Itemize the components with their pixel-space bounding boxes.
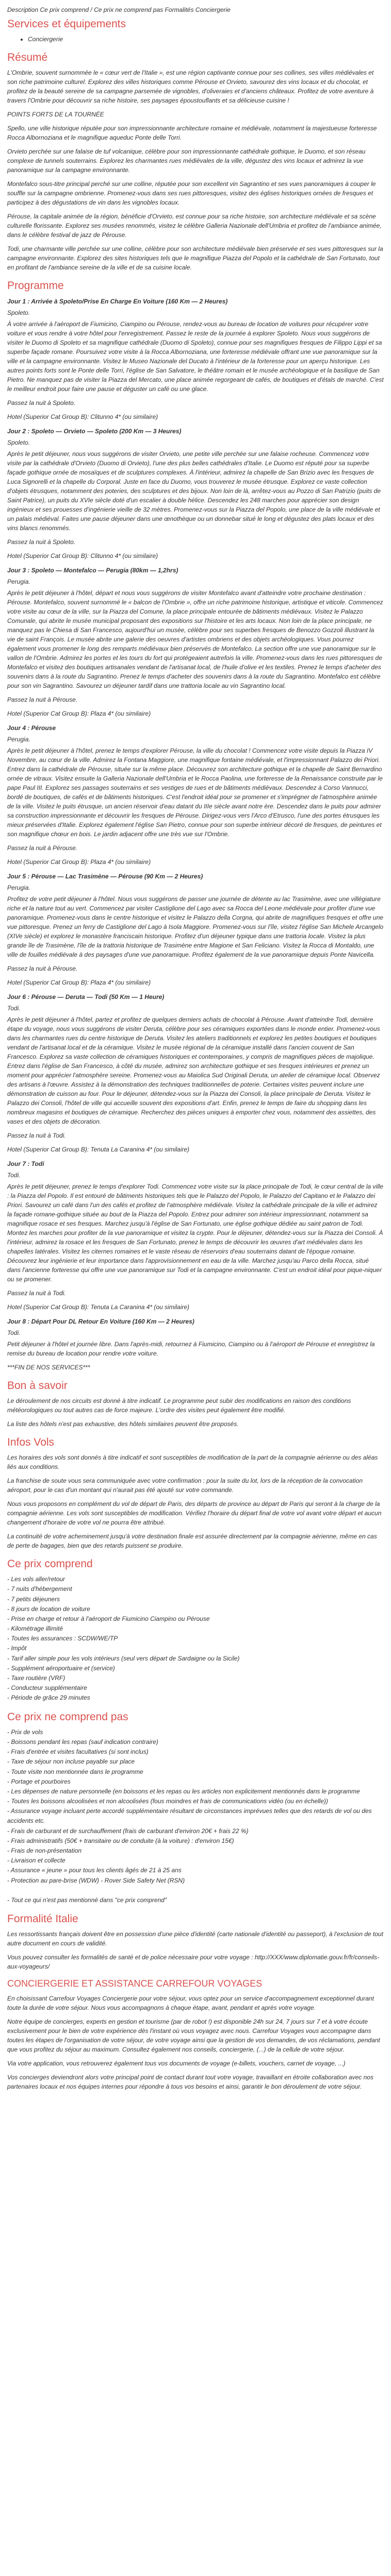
programme-heading: Programme — [7, 280, 64, 292]
bon-a-savoir-paragraph: La liste des hôtels n'est pas exhaustive, des hôtels similaires peuvent être proposés. — [7, 1420, 239, 1428]
day-title: Jour 3 : Spoleto — Montefalco — Perugia (80km — 1,2hrs) — [7, 566, 178, 574]
day-hotel: Hotel (Superior Cat Group B): Clitunno 4* (ou similaire) — [7, 552, 158, 560]
day-paragraph: Passez la nuit à Spoleto. — [7, 538, 76, 546]
ce-prix-comprend-list — [7, 1574, 384, 1703]
list-item: - Assurance voyage incluant perte accordé supplémentaire résultant de circonstances imprévues telles que des retards de vol ou des accidents etc. — [7, 1807, 372, 1825]
list-item: - Taxe de séjour non incluse payable sur place — [7, 1758, 135, 1766]
list-item: - Livraison et collecte — [7, 1857, 66, 1865]
day-location: Perugia. — [7, 735, 30, 743]
resume-paragraph: POINTS FORTS DE LA TOURNÉE — [7, 111, 104, 118]
list-item: - Boissons pendant les repas (sauf indication contraire) — [7, 1738, 158, 1745]
day-title: Jour 1 : Arrivée à Spoleto/Prise En Charge En Voiture (160 Km — 2 Heures) — [7, 297, 228, 305]
list-item: - 7 petits déjeuners — [7, 1595, 60, 1603]
day-paragraph: Après le petit déjeuner, nous vous suggérons de visiter Orvieto, une petite ville perchée sur une falaise rocheuse. Commencez votre visite par la cathédrale d'Orvieto (Duomo di Orvieto), l'une des plus belles cathédrales d'Italie. Le Duomo est réputé pour sa superbe façade gothique ornée de mosaïques et de sculptures complexes. À l'intérieur, admirez la chapelle de San Brizio avec les fresques de Luca Signorelli et la chapelle du Corporal. Juste en face du Duomo, vous trouverez le musée étrusque. Explorez ce vaste collection d'objets étrusques, notamment des poteries, des sculptures et des bijoux. Non loin de là, arrêtez-vous au Pozzo di San Patrizio (puits de Saint Patrice), un puits du XVIe siècle doté d'un escalier à double hélice. Descendez les 248 marches pour apprécier son design ingénieux et ses prouesses d'ingénierie vieille de 32 mètres. Promenez-vous sur la Piazza del Popolo, une place de la ville médiévale et un palais médiéval. Faites une pause déjeuner dans une œnothèque ou un donnebar situé le long et dégustez des plats locaux et des vins blancs renommés. — [7, 450, 381, 532]
list-item: - Frais de carburant et de surchauffement (frais de carburant d'environ 20€ + frais 22 %) — [7, 1827, 249, 1835]
day-title: Jour 2 : Spoleto — Orvieto — Spoleto (200 Km — 3 Heures) — [7, 427, 182, 435]
list-item: - Frais d'entrée et visites facultatives (si sont inclus) — [7, 1748, 149, 1756]
programme-day — [7, 566, 384, 718]
day-title: Jour 5 : Pérouse — Lac Trasimène — Pérouse (90 Km — 2 Heures) — [7, 872, 203, 880]
list-item: - Frais administratifs (50€ + transitaire ou de conduite (à la voiture) : d'environ 15€) — [7, 1837, 234, 1844]
day-title: Jour 6 : Pérouse — Deruta — Todi (50 Km — 1 Heure) — [7, 993, 165, 1001]
day-paragraph: Passez la nuit à Pérouse. — [7, 844, 78, 852]
day-paragraph: Après le petit déjeuner, prenez le temps d'explorer Todi. Commencez votre visite sur la place principale de Todi, le cœur central de la ville : la Piazza del Popolo. Il est entouré de bâtiments historiques tels que le Palazzo del Popolo, le Palazzo del Capitano et le Palazzo dei Priori. Savourez un café dans l'un des cafés et profitez de l'atmosphère médiévale. Visitez la cathédrale principale de la ville et admirez la façade romane-gothique située au bout de la Piazza del Popolo. Entrez pour admirer son intérieur impressionnant, notamment sa magnifique rosace et ses fresques. Marchez jusqu'à l'église de San Fortunato, une église gothique dédiée au saint patron de Todi. Montez les marches pour profiter de la vue panoramique et visitez la crypte. Pour le déjeuner, détendez-vous sur la Piazza dei Consoli. À l'intérieur, admirez la rosace et les fresques de San Fortunato, prenez le temps de découvrir les œuvres d'art médiévales dans les chapelles latérales. Visitez les citernes romaines et le vaste réseau de réservoirs d'eau souterrains datant de l'époque romaine. Découvrez leur ingénierie et leur importance dans l'approvisionnement en eau de la ville. Marchez jusqu'au Parco della Rocca, situé dans l'ancienne forteresse qui offre une vue panoramique sur Todi et la campagne environnante. C'est un endroit idéal pour pique-niquer ou se promener. — [7, 1182, 384, 1283]
conciergerie-paragraph: Via votre application, vous retrouverez également tous vos documents de voyage (e-billets, vouchers, carnet de voyage, ...) — [7, 2059, 346, 2067]
infos-vols-paragraph: La franchise de soute vous sera communiquée avec votre confirmation : pour la suite du lot, lors de la réception de la convocation aéroport, pour le cas d'un montant qui n'aurait pas été ajouté sur votre commande. — [7, 1477, 363, 1494]
ce-prix-ne-comprend-pas-heading: Ce prix ne comprend pas — [7, 1710, 128, 1723]
resume-paragraph: Orvieto perchée sur une falaise de tuf volcanique, célèbre pour son impressionnante cathédrale gothique, le Duomo, et son réseau complexe de tunnels souterrains. Explorez les charmantes rues médiévales de la ville, dégustez des vins locaux et admirez la vue panoramique sur la campagne environnante. — [7, 148, 366, 174]
resume-section — [7, 68, 384, 272]
day-title: Jour 7 : Todi — [7, 1160, 44, 1167]
day-paragraph: Passez la nuit à Pérouse. — [7, 964, 78, 972]
list-item: - Toute visite non mentionnée dans le programme — [7, 1768, 143, 1775]
formalite-paragraph: Les ressortissants français doivent être en possession d'une pièce d'identité (carte nationale d'identité ou passeport), à l'exclusion de tout autre document en cours de validité. — [7, 1930, 383, 1947]
list-item: - Supplément aéroportuaire et (service) — [7, 1664, 115, 1672]
resume-paragraph: Spello, une ville historique réputée pour son impressionnante architecture romaine et médiévale, notamment la majestueuse forteresse Rocca Albornoziana et le magnifique aqueduc Ponte delle Torri. — [7, 125, 377, 142]
day-paragraph: Passez la nuit à Pérouse. — [7, 696, 78, 703]
list-item: - Toutes les assurances : SCDW/WE/TP — [7, 1635, 118, 1642]
infos-vols-paragraph: La continuité de votre acheminement jusqu'à votre destination finale est assurée directement par la compagnie aérienne, même en cas de perte de bagages, bien que des retards puissent se produire. — [7, 1532, 377, 1549]
formalite-heading: Formalité Italie — [7, 1913, 78, 1925]
formalite-paragraph: Vous pouvez consulter les formalités de santé et de police nécessaire pour votre voyage : http://XXX/www.diplomatie.gouv.fr/fr/conseils-aux-voyageurs/ — [7, 1954, 380, 1971]
day-hotel: Hotel (Superior Cat Group B): Plaza 4* (ou similaire) — [7, 978, 151, 986]
day-paragraph: Passez la nuit à Todi. — [7, 1131, 66, 1139]
programme-day — [7, 872, 384, 987]
day-hotel: Hotel (Superior Cat Group B): Tenuta La Caranina 4* (ou similaire) — [7, 1145, 190, 1153]
day-paragraph: À votre arrivée à l'aéroport de Fiumicino, Ciampino ou Pérouse, rendez-vous au bureau de location de voitures pour récupérer votre voiture et vous rendre à votre hôtel pour l'enregistrement. Passez le reste de la journée à explorer Spoleto. Nous vous suggérons de visiter le Duomo di Spoleto et sa magnifique cathédrale (Duomo di Spoleto), connue pour ses magnifiques fresques de Filippo Lippi et sa superbe façade romane. Poursuivez votre visite à la Rocca Albornoziana, une forteresse médiévale offrant une vue panoramique sur la ville et la campagne environnante. Visitez le Museo Nazionale del Ducato à l'intérieur de la forteresse pour un aperçu historique. Les autres points forts sont le Ponte delle Torri, l'église de San Salvatore, le théâtre romain et le musée archéologique et la basilique de San Pietro. Ne manquez pas de visiter la Piazza del Mercato, une place animée regorgeant de cafés, de boutiques et d'étals de marché. C'est le meilleur endroit pour faire une pause et déguster un café ou une glace. — [7, 320, 384, 393]
list-item: - Kilométrage illimité — [7, 1625, 63, 1633]
day-location: Spoleto. — [7, 438, 30, 446]
list-item: - 8 jours de location de voiture — [7, 1605, 90, 1613]
day-paragraph: Passez la nuit à Spoleto. — [7, 399, 76, 406]
bon-a-savoir-paragraph: Le déroulement de nos circuits est donné à titre indicatif. Le programme peut subir des modifications en raison des conditions météorologiques ou tout autres cas de force majeure. L'ordre des visites peut également être modifié. — [7, 1397, 351, 1414]
list-item: - Portage et pourboires — [7, 1777, 71, 1785]
conciergerie-paragraph: Notre équipe de concierges, experts en gestion et tourisme (par de robot !) est disponible 24h sur 24, 7 jours sur 7 et à votre écoute exclusivement pour le bien de votre expérience dès l'instant où vous voyagez avec nous. Carrefour Voyages vous accompagne dans toutes les étapes de l'organisation de votre séjour, de votre voyage ainsi que la gestion de vos demandes, de vos réclamations, pendant que vous profitez du séjour au maximum. Consultez également nos conseils, conciergerie, (...) de la cellule de votre séjour. — [7, 2018, 380, 2053]
day-hotel: Hotel (Superior Cat Group B): Clitunno 4* (ou similaire) — [7, 413, 158, 420]
list-item: - Taxe routière (VRF) — [7, 1674, 66, 1682]
bon-a-savoir-heading: Bon à savoir — [7, 1379, 68, 1392]
day-location: Todi. — [7, 1004, 21, 1012]
day-paragraph: Profitez de votre petit déjeuner à l'hôtel. Nous vous suggérons de passer une journée de détente au lac Trasimène, avec une villégiature riche et la nature tout au vert. Commencez par visiter Castiglione del Lago avec sa Rocca del Leone médiévale pour profiter d'une vue panoramique. Promenez-vous dans le centre historique et visitez le Palazzo della Corgna, qui abrite de magnifiques fresques et offre une vue pittoresque. Prenez un ferry de Castiglione del Lago à Isola Maggiore. Promenez-vous sur l'île, visitez l'église San Michele Arcangelo (XIVe siècle) et explorez le monastère franciscain historique. Profitez d'un déjeuner typique dans une trattoria locale. Visitez la plus grande île de Trasimène, l'île de la trattoria historique de Trasimène entre Magione et San Feliciano. Visitez la Rocca di Montaldo, une ville de fouilles médiévale à des paysages d'une vue panoramique. Profitez également de la vue panoramique depuis Ponte Navicella. — [7, 895, 384, 958]
infos-vols-paragraph: Nous vous proposons en complément du vol de départ de Paris, des départs de province au départ de Paris qui seront à la charge de la compagnie aérienne. Les vols sont susceptibles de modification. Vérifiez l'horaire du départ final de votre vol avant votre départ et aucun changement d'horaire de votre vol ne pourra être attribué. — [7, 1500, 382, 1526]
list-item: - Assurance « jeune » pour tous les clients âgés de 21 à 25 ans — [7, 1867, 182, 1874]
day-hotel: Hotel (Superior Cat Group B): Plaza 4* (ou similaire) — [7, 858, 151, 866]
day-paragraph: Petit déjeuner à l'hôtel et journée libre. Dans l'après-midi, retournez à Fiumicino, Ciampino ou à l'aéroport de Pérouse et enregistrez la remise du bureau de location pour rendre votre voiture. — [7, 1340, 375, 1357]
infos-vols-heading: Infos Vols — [7, 1436, 55, 1448]
list-item: - Les dépenses de nature personnelle (en boissons et les repas ou les articles non explicitement mentionnés dans le programme — [7, 1787, 360, 1795]
day-location: Spoleto. — [7, 309, 30, 316]
list-item: - Les vols aller/retour — [7, 1575, 66, 1583]
day-hotel: Hotel (Superior Cat Group B): Plaza 4* (ou similaire) — [7, 709, 151, 717]
day-location: Todi. — [7, 1329, 21, 1336]
programme-day — [7, 992, 384, 1154]
programme-day — [7, 1317, 384, 1372]
day-location: Todi. — [7, 1171, 21, 1179]
services-heading: Services et équipements — [7, 18, 126, 30]
day-paragraph: Après le petit déjeuner à l'hôtel, partez et profitez de quelques derniers achats de chocolat à Pérouse. Avant d'atteindre Todi, dernière étape du voyage, nous vous suggérons de visiter Deruta, célèbre pour ses céramiques exportées dans le monde entier. Promenez-vous dans les charmantes rues du centre historique de Deruta. Visitez les ateliers traditionnels et explorez les petites boutiques et boutiques vendant de l'artisanat local et de la céramique. Visitez le musée régional de la céramique installé dans l'ancien couvent de San Francesco. Explorez sa vaste collection de céramiques historiques et contemporaines, y compris de magnifiques pièces de majolique. Entrez dans l'église de San Francesco, à côté du musée, admirez son architecture gothique et ses fresques intérieures et prenez un moment pour apprécier l'atmosphère sereine. Promenez-vous au Maiolica Sud Originali Deruta, un atelier de céramique local. Observez des artisans à l'œuvre. Assistez à la démonstration des techniques traditionnelles de poterie. Certaines visites peuvent inclure une démonstration de cuisson au four. Pour le déjeuner, détendez-vous sur la Piazza dei Consoli, la place principale de Deruta. Visitez le Palazzo dei Consoli, l'hôtel de ville qui accueille souvent des expositions d'art. Enfin, prenez le temps de faire du shopping dans les nombreux magasins et boutiques de céramique. Recherchez des pièces uniques à emporter chez vous, notamment des assiettes, des vases et des objets de décoration. — [7, 1015, 380, 1125]
day-location: Perugia. — [7, 884, 30, 891]
conciergerie-heading: CONCIERGERIE ET ASSISTANCE CARREFOUR VOYAGES — [7, 1978, 263, 1989]
conciergerie-paragraph: Vos concierges deviendront alors votre principal point de contact durant tout votre voyage, travaillant en étroite collaboration avec nos partenaires locaux et nos équipes internes pour répondre à tous vos besoins et ainsi, garantir le bon déroulement de votre séjour. — [7, 2073, 373, 2090]
programme-day — [7, 297, 384, 421]
day-paragraph: Passez la nuit à Todi. — [7, 1289, 66, 1297]
list-item — [7, 1886, 384, 1895]
infos-vols-paragraph: Les horaires des vols sont donnés à titre indicatif et sont susceptibles de modification de la part de la compagnie aérienne ou des aléas liés aux conditions. — [7, 1453, 378, 1470]
day-hotel: Hotel (Superior Cat Group B): Tenuta La Caranina 4* (ou similaire) — [7, 1303, 190, 1311]
list-item: - Impôt — [7, 1645, 27, 1652]
day-paragraph: Après le petit déjeuner à l'hôtel, départ et nous vous suggérons de visiter Montefalco avant d'atteindre votre prochaine destination : Pérouse. Montefalco, souvent surnommé le « balcon de l'Ombrie », offre un riche patrimoine historique, artistique et viticole. Commencez votre visite au cœur de la ville, sur la Piazza del Comune, la place principale entourée de bâtiments médiévaux. Visitez le Palazzo Comunale, qui abrite le musée municipal proposant des expositions sur l'histoire et les arts locaux. Non loin de la place principale, ne manquez pas le Chiesa di San Francesco, aujourd'hui un musée, célèbre pour ses superbes fresques de Benozzo Gozzoli illustrant la vie de saint François. Le musée abrite une galerie des oeuvres d'artistes ombriens et des objets archéologiques. Vous pourrez également vous promener le long des remparts médiévaux bien préservés de Montefalco. La section offre une vue panoramique sur le vallon de l'Ombrie. Admirez les portes et les tours du fort qui protégeaient autrefois la ville. Promenez-vous dans les rues pittoresques de Montefalco et visitez des boutiques artisanales vendant de l'artisanat local, de l'huile d'olive et les textiles. Prenez le temps d'acheter des souvenirs dans à la route du Sagrantino. Prenez le temps d'acheter des souvenirs dans à la route du Sagrantino. Montefalco est célèbre pour son vin Sagrantino. Savourez un déjeuner tardif dans une trattoria locale au vin Sagrantino local. — [7, 589, 383, 689]
page-title: Description Ce prix comprend / Ce prix ne comprend pas Formalités Conciergerie — [7, 6, 231, 13]
ce-prix-comprend-heading: Ce prix comprend — [7, 1557, 93, 1570]
day-paragraph: Après le petit déjeuner à l'hôtel, prenez le temps d'explorer Pérouse, la ville du chocolat ! Commencez votre visite depuis la Piazza IV Novembre, au cœur de la ville. Admirez la Fontana Maggiore, une magnifique fontaine médiévale, et l'impressionnant Palazzo dei Priori. Entrez dans la cathédrale de Pérouse, située sur la même place. Découvrez son architecture gothique et la chapelle de Saint Bernardino ornée de vitraux. Visitez ensuite la Galleria Nazionale dell'Umbria et le Rocca Paolina, une forteresse de la Renaissance construite par le pape Paul III. Explorez ses passages souterrains et ses vestiges de rues et de bâtiments médiévaux. Descendez à Corso Vannucci, bordé de boutiques, de cafés et de bâtiments historiques. C'est l'endroit idéal pour se promener et s'imprégner de l'atmosphère animée de la ville. Visitez le puits étrusque, un ancien réservoir d'eau datant du IIIe siècle avant notre ère. Descendez dans le puits pour admirer sa construction impressionnante et découvrir les fresques de Pérouse. Dirigez-vous vers l'Arco d'Etrusco, l'une des portes étrusques les mieux préservées d'Italie. Explorez également l'église San Pietro, connue pour son superbe intérieur décoré de fresques, de peintures et son magnifique chœur en bois. Le jardin adjacent offre une très vue sur l'Ombrie. — [7, 747, 383, 838]
list-item: - 7 nuits d'hébergement — [7, 1585, 72, 1593]
day-location: Perugia. — [7, 578, 30, 585]
conciergerie-paragraph: En choisissant Carrefour Voyages Conciergerie pour votre séjour, vous optez pour un service d'accompagnement exceptionnel durant toute la durée de votre séjour. Nous vous accompagnons à chaque étape, avant, pendant et après votre voyage. — [7, 1994, 374, 2011]
list-item: - Protection au pare-brise (WDW) - Rover Side Safety Net (RSN) — [7, 1876, 185, 1884]
resume-paragraph: L'Ombrie, souvent surnommée le « cœur vert de l'Italie », est une région captivante connue pour ses collines, ses villes médiévales et son riche patrimoine culturel. Explorez des villes historiques comme Pérouse et Orvieto, savourez des vins locaux et du chocolat, et profitez de la beauté sereine de sa campagne parsemée de vignobles, d'oliveraies et d'anciens châteaux. Profitez de votre aventure à travers l'Ombrie pour découvrir sa riche histoire, ses paysages époustouflants et sa délicieuse cuisine ! — [7, 69, 374, 105]
resume-paragraph: Montefalco sous-titre principal perché sur une colline, réputée pour son excellent vin Sagrantino et ses vues panoramiques à couper le souffle sur la campagne ombrienne. Promenez-vous dans ses rues pittoresques, visitez des églises historiques ornées de fresques et participez à des dégustations de vin dans les vignobles locaux. — [7, 180, 376, 207]
list-item: • Conciergerie — [28, 35, 384, 44]
programme-day — [7, 1159, 384, 1312]
services-list — [7, 35, 384, 44]
list-item: - Prise en charge et retour à l'aéroport de Fiumicino Ciampino ou Pérouse — [7, 1615, 210, 1622]
list-item: - Frais de non-présentation — [7, 1847, 82, 1854]
resume-paragraph: Pérouse, la capitale animée de la région, bénéficie d'Orvieto, est connue pour sa riche histoire, son architecture médiévale et sa scène culturelle florissante. Explorez ses musées renommés, visitez le célèbre Galleria Nazionale dell'Umbria et profitez de l'ambiance animée, dans le célèbre festival de jazz de Pérouse. — [7, 213, 382, 239]
day-title: Jour 4 : Pérouse — [7, 724, 56, 732]
day-paragraph: ***FIN DE NOS SERVICES*** — [7, 1363, 90, 1371]
programme-day — [7, 427, 384, 561]
programme-day — [7, 723, 384, 867]
list-item: - Tout ce qui n'est pas mentionné dans "ce prix comprend" — [7, 1896, 167, 1904]
resume-paragraph: Todi, une charmante ville perchée sur une colline, célèbre pour son architecture médiévale bien préservée et ses vues pittoresques sur la campagne environnante. Explorez des sites historiques tels que le magnifique Piazza del Popolo et la cathédrale de San Fortunato, tout en profitant de l'ambiance sereine de la ville et de sa cuisine locale. — [7, 245, 383, 272]
resume-heading: Résumé — [7, 52, 48, 64]
list-item: - Prix de vols — [7, 1728, 43, 1736]
list-item: - Période de grâce 29 minutes — [7, 1694, 90, 1702]
list-item: - Tarif aller simple pour les vols intérieurs (seul vers départ de Sardaigne ou la Sicile) — [7, 1654, 240, 1662]
ce-prix-ne-comprend-pas-list — [7, 1727, 384, 1905]
programme-days — [7, 297, 384, 1372]
day-title: Jour 8 : Départ Pour DL Retour En Voiture (160 Km — 2 Heures) — [7, 1317, 194, 1325]
list-item: - Toutes les boissons alcoolisées et non alcoolisées (fous moindres et frais de communications vidéo (ou en échelle)) — [7, 1798, 328, 1805]
list-item: - Conducteur supplémentaire — [7, 1684, 87, 1692]
